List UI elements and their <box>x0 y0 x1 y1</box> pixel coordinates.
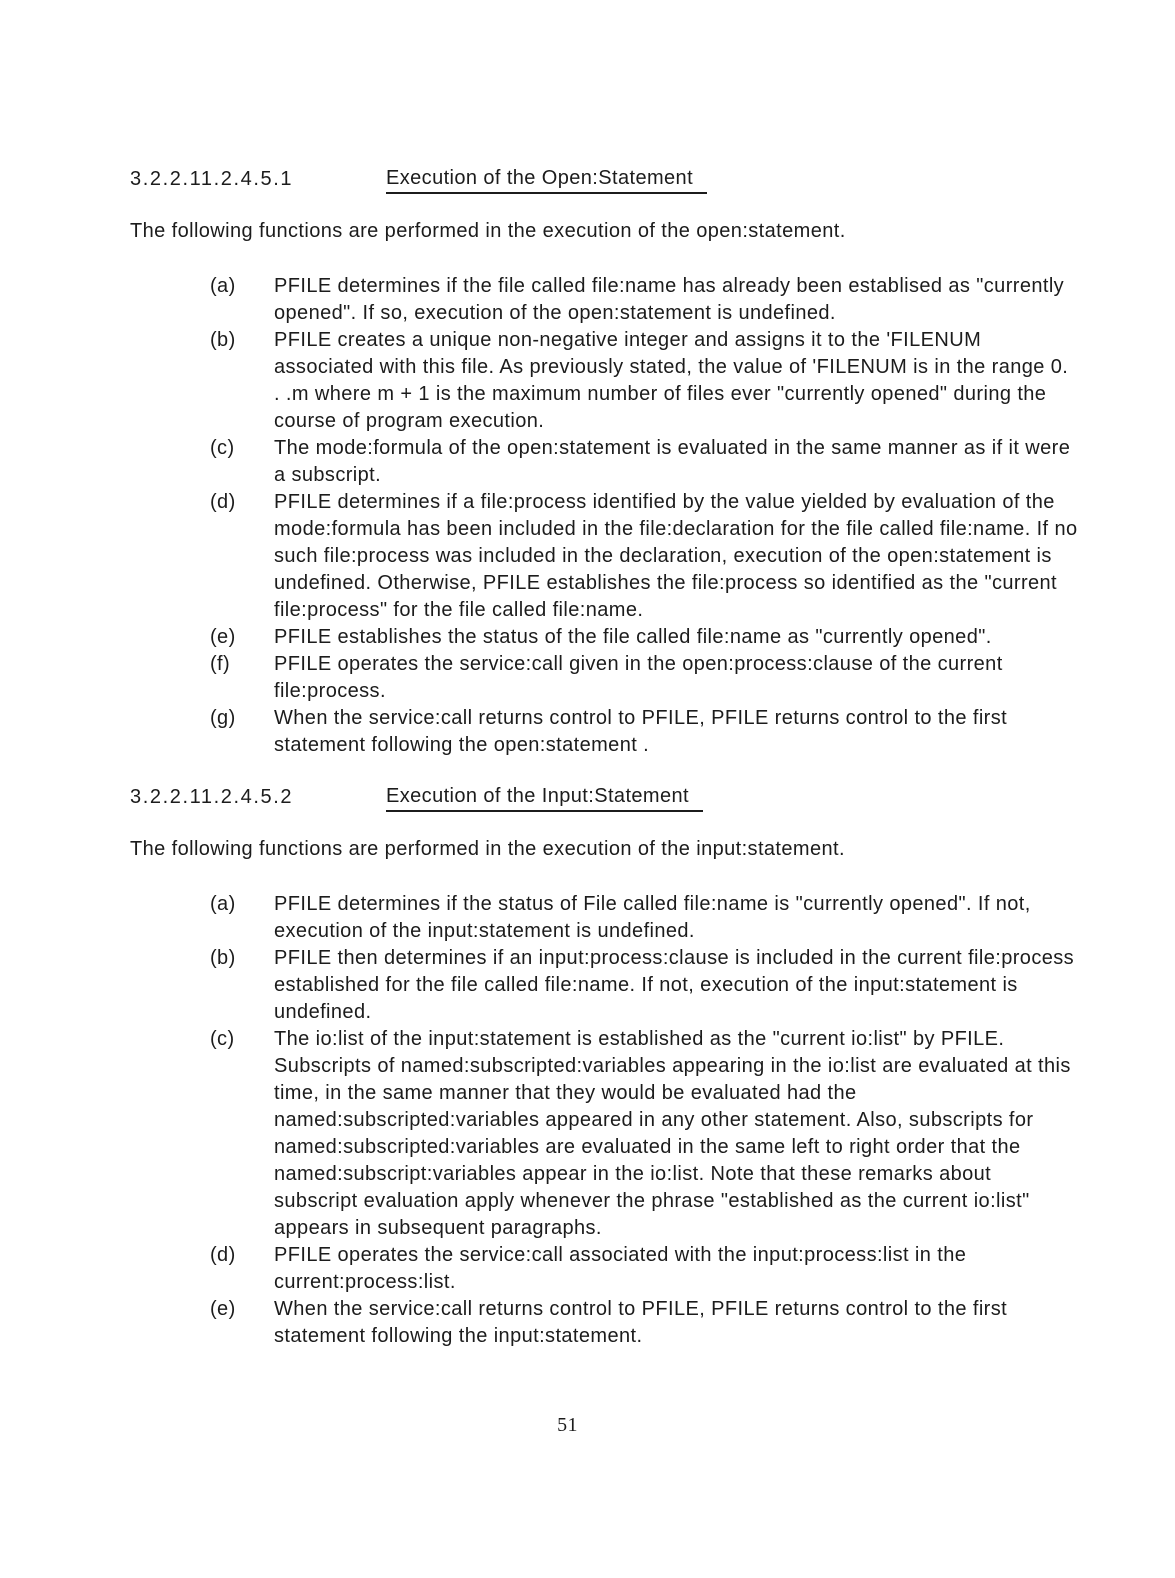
item-text: PFILE determines if a file:process identified by the value yielded by evaluation of the mode:formula has been included in the file:declaration for the file called file:name. If no such file:process was included in the declaration, execution of the open:statement is undefined. Otherwise, PFILE establishes the file:process so identified as the "current file:process" for the file called file:name. <box>274 491 1078 621</box>
list-item <box>210 705 1080 759</box>
section-title: Execution of the Open:Statement <box>386 164 707 194</box>
item-label: (c) <box>210 437 235 459</box>
item-text: PFILE determines if the file called file:name has already been establised as "currently opened". If so, execution of the open:statement is undefined. <box>274 275 1065 324</box>
item-text: The io:list of the input:statement is established as the "current io:list" by PFILE. Subscripts of named:subscripted:variables appearing in the io:list are evaluated at this time, in the same manner that they would be evaluated had the named:subscripted:variables appeared in any other statement. Also, subscripts for named:subscripted:variables are evaluated in the same left to right order that the named:subscript:variables appear in the io:list. Note that these remarks about subscript evaluation apply whenever the phrase "established as the current io:list" appears in subsequent paragraphs. <box>274 1028 1071 1239</box>
item-label: (c) <box>210 1028 235 1050</box>
section-number: 3.2.2.11.2.4.5.1 <box>130 168 294 190</box>
item-text: PFILE creates a unique non-negative integer and assigns it to the 'FILENUM associated with this file. As previously stated, the value of 'FILENUM is in the range 0. . .m where m + 1 is the maximum number of files ever "currently opened" during the course of program execution. <box>274 329 1069 432</box>
list-item <box>210 435 1080 489</box>
list-item <box>210 273 1080 327</box>
item-text: PFILE operates the service:call given in the open:process:clause of the current file:process. <box>274 653 1003 702</box>
item-label: (d) <box>210 1244 236 1266</box>
section-heading <box>130 164 1080 194</box>
item-label: (a) <box>210 893 236 915</box>
page-number: 51 <box>557 1414 578 1436</box>
item-label: (d) <box>210 491 236 513</box>
item-list <box>130 891 1080 1350</box>
list-item <box>210 489 1080 624</box>
section-heading <box>130 782 1080 812</box>
item-label: (b) <box>210 329 236 351</box>
list-item <box>210 891 1080 945</box>
item-text: PFILE determines if the status of File called file:name is "currently opened". If not, execution of the input:statement is undefined. <box>274 893 1031 942</box>
item-label: (g) <box>210 707 236 729</box>
item-label: (a) <box>210 275 236 297</box>
list-item <box>210 945 1080 1026</box>
item-text: PFILE then determines if an input:process:clause is included in the current file:process established for the file called file:name. If not, execution of the input:statement is undefined. <box>274 947 1075 1023</box>
item-text: The mode:formula of the open:statement is evaluated in the same manner as if it were a subscript. <box>274 437 1071 486</box>
list-item <box>210 1026 1080 1242</box>
list-item <box>210 327 1080 435</box>
list-item <box>210 1296 1080 1350</box>
list-item <box>210 624 1080 651</box>
page-content <box>130 164 1080 1350</box>
section-number: 3.2.2.11.2.4.5.2 <box>130 786 294 808</box>
item-label: (e) <box>210 1298 236 1320</box>
item-label: (f) <box>210 653 231 675</box>
item-text: PFILE operates the service:call associated with the input:process:list in the current:process:list. <box>274 1244 967 1293</box>
item-label: (e) <box>210 626 236 648</box>
item-text: When the service:call returns control to PFILE, PFILE returns control to the first statement following the input:statement. <box>274 1298 1008 1347</box>
list-item <box>210 651 1080 705</box>
item-list <box>130 273 1080 759</box>
item-label: (b) <box>210 947 236 969</box>
item-text: PFILE establishes the status of the file called file:name as "currently opened". <box>274 626 992 648</box>
section-intro: The following functions are performed in the execution of the input:statement. <box>130 838 845 860</box>
section-title: Execution of the Input:Statement <box>386 782 703 812</box>
section-input-statement <box>130 782 1080 1350</box>
list-item <box>210 1242 1080 1296</box>
item-text: When the service:call returns control to PFILE, PFILE returns control to the first statement following the open:statement . <box>274 707 1008 756</box>
section-open-statement <box>130 164 1080 759</box>
section-intro: The following functions are performed in the execution of the open:statement. <box>130 220 846 242</box>
